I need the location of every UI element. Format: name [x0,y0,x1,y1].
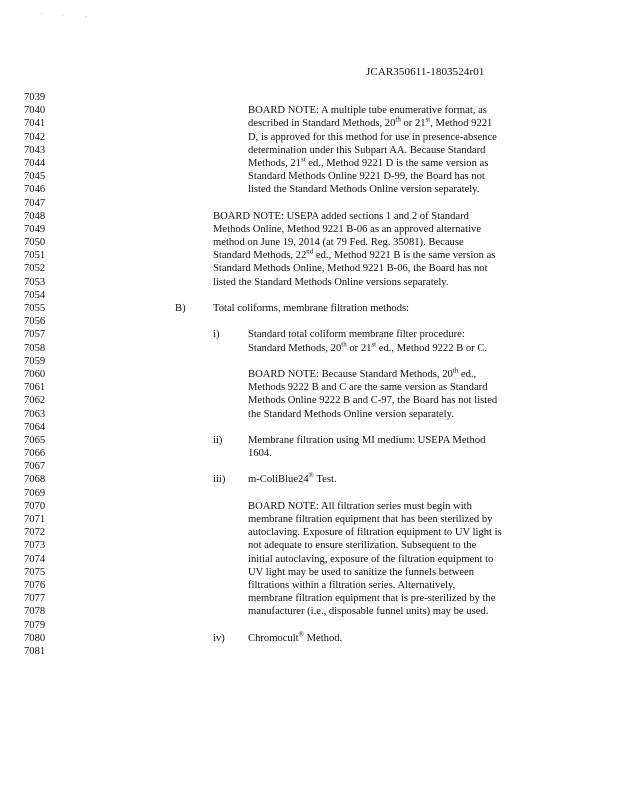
line-number: 7072 [24,527,46,539]
line-text: Standard total coliform membrane filter procedure: [248,329,465,341]
line-text: Chromocult® Method. [248,630,343,644]
line-text: autoclaving. Exposure of filtration equipment to UV light is [248,527,502,539]
line-number: 7068 [24,474,46,486]
line-text: D, is approved for this method for use in presence-absence [248,131,497,143]
item-label: ii) [213,434,223,446]
line-text: BOARD NOTE: USEPA added sections 1 and 2 of Standard [213,210,469,222]
line-number: 7039 [24,92,46,103]
line-number: 7069 [24,487,46,499]
superscript: th [395,115,401,124]
line-number: 7063 [24,408,46,420]
line-number: 7049 [24,223,46,235]
line-number: 7051 [24,250,46,262]
line-text: Membrane filtration using MI medium: USEPA Method [248,434,486,446]
line-number: 7074 [24,553,46,565]
superscript: st [371,340,377,349]
line-text: Methods, 21st ed., Method 9221 D is the same version as [248,155,489,169]
line-number: 7040 [24,105,46,117]
line-number: 7071 [24,514,46,525]
line-number: 7067 [24,461,46,473]
item-label: iii) [213,474,226,486]
superscript: nd [306,247,314,256]
line-text: listed the Standard Methods Online versions separately. [213,276,449,288]
line-text: Methods Online, Method 9221 B-06 as an approved alternative [213,223,482,235]
line-number: 7059 [24,355,46,367]
superscript: ® [298,630,304,639]
line-number: 7062 [24,395,46,407]
item-label: i) [213,329,220,341]
line-text: Standard Methods, 22nd ed., Method 9221 B is the same version as [213,247,496,262]
line-number: 7046 [24,184,46,196]
line-number: 7064 [24,421,46,433]
item-label: iv) [213,632,225,644]
line-number: 7053 [24,276,46,288]
line-text: described in Standard Methods, 20th or 21st, Method 9221 [248,115,493,130]
line-number: 7050 [24,237,46,249]
line-text: filtrations within a filtration series. Alternatively, [248,579,456,591]
line-text: listed the Standard Methods Online version separately. [248,184,480,196]
line-number: 7047 [24,197,46,209]
line-text: membrane filtration equipment that is pre-sterilized by the [248,593,496,605]
superscript: th [452,366,459,375]
line-number: 7076 [24,579,46,591]
line-number: 7078 [24,606,46,618]
line-text: Standard Methods Online, Method 9221 B-06, the Board has not [213,263,488,275]
line-text: Methods Online 9222 B and C-97, the Board has not listed [248,395,498,407]
line-number: 7081 [24,645,46,657]
line-text: BOARD NOTE: All filtration series must begin with [248,500,472,512]
line-text: m-ColiBlue24® Test. [248,471,337,486]
line-number: 7058 [24,342,46,354]
line-number: 7070 [24,500,46,512]
scan-mark: · [62,13,65,19]
line-number: 7048 [24,210,46,222]
line-number: 7075 [24,566,46,578]
line-number: 7042 [24,131,46,143]
line-text: not adequate to ensure sterilization. Subsequent to the [248,540,477,552]
line-number: 7077 [24,593,46,605]
section-label: B) [175,303,186,314]
line-text: determination under this Subpart AA. Because Standard [248,144,486,156]
line-number: 7079 [24,619,46,631]
line-number: 7045 [24,171,46,183]
superscript: st [300,155,306,164]
superscript: ® [308,471,314,480]
line-text: 1604. [248,448,272,460]
superscript: th [341,340,347,349]
line-number: 7056 [24,316,46,328]
document-code-header: JCAR350611-1803524r01 [366,66,485,78]
line-text: BOARD NOTE: A multiple tube enumerative format, as [248,105,487,117]
line-text: Standard Methods, 20th or 21st ed., Method 9222 B or C. [248,340,488,354]
line-text: membrane filtration equipment that has been sterilized by [248,514,493,525]
line-number: 7055 [24,303,46,314]
line-number: 7066 [24,448,46,460]
line-number: 7073 [24,540,46,552]
line-number: 7044 [24,157,46,169]
line-number: 7041 [24,118,46,130]
line-text: method on June 19, 2014 (at 79 Fed. Reg. 35081). Because [213,237,464,249]
line-number: 7054 [24,289,46,301]
line-number: 7080 [24,632,46,644]
line-text: manufacturer (i.e., disposable funnel units) may be used. [248,606,489,618]
line-text: Total coliforms, membrane filtration methods: [213,303,410,314]
line-number: 7060 [24,368,46,380]
line-text: the Standard Methods Online version separately. [248,408,454,420]
line-number: 7043 [24,144,46,156]
line-text: initial autoclaving, exposure of the filtration equipment to [248,553,494,565]
superscript: st [425,115,431,124]
line-text: Standard Methods Online 9221 D-99, the Board has not [248,171,485,183]
scan-mark: ' [42,13,44,19]
line-number: 7052 [24,263,46,275]
line-text: BOARD NOTE: Because Standard Methods, 20th ed., [248,366,477,380]
line-text: Methods 9222 B and C are the same version as Standard [248,382,488,394]
scan-marks [42,13,105,19]
scan-mark: ., [84,13,88,19]
line-number: 7061 [24,382,46,394]
line-number: 7065 [24,434,46,446]
line-text: UV light may be used to sanitize the funnels between [248,566,475,578]
line-number: 7057 [24,329,46,341]
